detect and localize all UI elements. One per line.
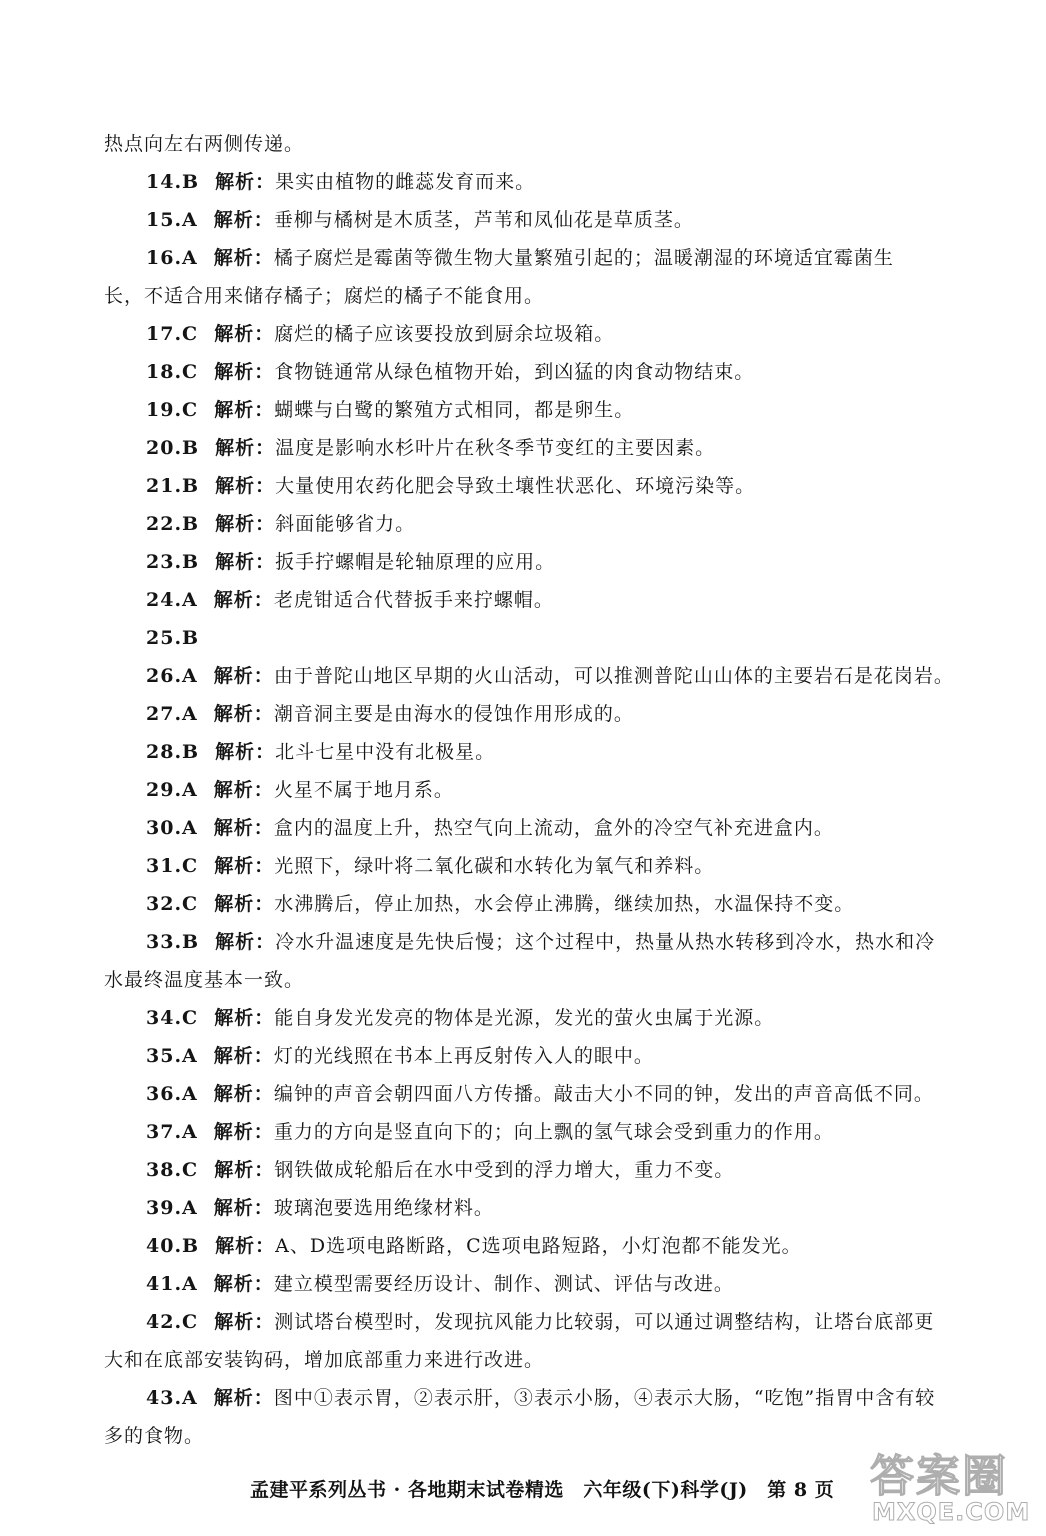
answer-continuation: 热点向左右两侧传递。 <box>104 133 305 155</box>
analysis-label: 解析： <box>215 551 276 573</box>
answer-18 <box>146 360 754 384</box>
answer-number: 19.C <box>146 399 199 421</box>
analysis-text: 大量使用农药化肥会导致土壤性状恶化、环境污染等。 <box>275 475 756 497</box>
answer-number: 32.C <box>146 893 199 915</box>
answer-number: 36.A <box>146 1083 198 1105</box>
answer-number: 27.A <box>146 703 198 725</box>
analysis-label: 解析： <box>214 399 275 421</box>
answer-number: 23.B <box>146 551 200 573</box>
analysis-text: 潮音洞主要是由海水的侵蚀作用形成的。 <box>273 703 634 725</box>
answer-27 <box>146 702 634 726</box>
answer-16 <box>146 246 894 270</box>
answer-number: 42.C <box>146 1311 199 1333</box>
analysis-text: 能自身发光发亮的物体是光源，发光的萤火虫属于光源。 <box>274 1007 775 1029</box>
analysis-text: 盒内的温度上升，热空气向上流动，盒外的冷空气补充进盒内。 <box>273 817 834 839</box>
answer-34 <box>146 1006 774 1030</box>
answer-number: 15.A <box>146 209 198 231</box>
answer-number: 29.A <box>146 779 198 801</box>
analysis-text: 北斗七星中没有北极星。 <box>275 741 496 763</box>
analysis-label: 解析： <box>215 171 276 193</box>
answer-22 <box>146 512 415 536</box>
analysis-text: 由于普陀山地区早期的火山活动，可以推测普陀山山体的主要岩石是花岗岩。 <box>273 665 954 687</box>
answer-20 <box>146 436 715 460</box>
answer-number: 26.A <box>146 665 198 687</box>
answer-37 <box>146 1120 834 1144</box>
answer-19 <box>146 398 634 422</box>
answer-23 <box>146 550 555 574</box>
analysis-text: A、D选项电路断路，C选项电路短路，小灯泡都不能发光。 <box>275 1235 802 1257</box>
analysis-label: 解析： <box>215 741 276 763</box>
analysis-text: 光照下，绿叶将二氧化碳和水转化为氧气和养料。 <box>274 855 715 877</box>
analysis-label: 解析： <box>215 1235 276 1257</box>
analysis-label: 解析： <box>214 1007 275 1029</box>
answer-number: 41.A <box>146 1273 198 1295</box>
analysis-label: 解析： <box>213 1197 274 1219</box>
page-footer: 孟建平系列丛书 · 各地期末试卷精选 六年级(下)科学(J) 第 8 页 <box>250 1479 835 1501</box>
answer-number: 16.A <box>146 247 198 269</box>
analysis-text: 老虎钳适合代替扳手来拧螺帽。 <box>273 589 554 611</box>
answer-32 <box>146 892 854 916</box>
answer-38 <box>146 1158 734 1182</box>
answer-30 <box>146 816 834 840</box>
analysis-text: 重力的方向是竖直向下的；向上飘的氢气球会受到重力的作用。 <box>273 1121 834 1143</box>
analysis-text: 水沸腾后，停止加热，水会停止沸腾，继续加热，水温保持不变。 <box>274 893 855 915</box>
answer-number: 38.C <box>146 1159 199 1181</box>
answer-number: 33.B <box>146 931 200 953</box>
answer-continuation: 水最终温度基本一致。 <box>104 969 305 991</box>
watermark-url: MXQE.COM <box>872 1498 1031 1526</box>
analysis-text: 灯的光线照在书本上再反射传入人的眼中。 <box>273 1045 654 1067</box>
watermark-title: 答案圈 <box>870 1451 1008 1502</box>
answer-number: 22.B <box>146 513 200 535</box>
answer-41 <box>146 1272 734 1296</box>
analysis-text: 钢铁做成轮船后在水中受到的浮力增大，重力不变。 <box>274 1159 735 1181</box>
answer-26 <box>146 664 954 688</box>
analysis-text: 建立模型需要经历设计、制作、测试、评估与改进。 <box>273 1273 734 1295</box>
analysis-text: 冷水升温速度是先快后慢；这个过程中，热量从热水转移到冷水，热水和冷 <box>275 931 936 953</box>
watermark <box>866 1440 1034 1530</box>
answer-number: 25.B <box>146 627 200 649</box>
answer-40 <box>146 1234 802 1258</box>
answer-number: 14.B <box>146 171 200 193</box>
answer-35 <box>146 1044 654 1068</box>
analysis-text: 斜面能够省力。 <box>275 513 416 535</box>
answer-number: 30.A <box>146 817 198 839</box>
analysis-text: 火星不属于地月系。 <box>273 779 454 801</box>
analysis-label: 解析： <box>213 209 274 231</box>
answer-continuation: 大和在底部安装钩码，增加底部重力来进行改进。 <box>104 1349 545 1371</box>
analysis-label: 解析： <box>214 855 275 877</box>
analysis-label: 解析： <box>214 1311 275 1333</box>
analysis-text: 温度是影响水杉叶片在秋冬季节变红的主要因素。 <box>275 437 716 459</box>
analysis-label: 解析： <box>214 893 275 915</box>
analysis-label: 解析： <box>214 1159 275 1181</box>
analysis-text: 蝴蝶与白鹭的繁殖方式相同，都是卵生。 <box>274 399 635 421</box>
answer-24 <box>146 588 554 612</box>
analysis-label: 解析： <box>214 323 275 345</box>
answer-number: 24.A <box>146 589 198 611</box>
analysis-text: 扳手拧螺帽是轮轴原理的应用。 <box>275 551 556 573</box>
analysis-label: 解析： <box>213 247 274 269</box>
answer-continuation: 多的食物。 <box>104 1425 205 1447</box>
answer-43 <box>146 1386 935 1410</box>
answer-number: 34.C <box>146 1007 199 1029</box>
answer-25 <box>146 626 199 650</box>
answer-17 <box>146 322 614 346</box>
analysis-text: 垂柳与橘树是木质茎，芦苇和凤仙花是草质茎。 <box>273 209 694 231</box>
answer-number: 31.C <box>146 855 199 877</box>
answer-number: 35.A <box>146 1045 198 1067</box>
answer-number: 37.A <box>146 1121 198 1143</box>
analysis-label: 解析： <box>215 437 276 459</box>
analysis-label: 解析： <box>213 703 274 725</box>
analysis-text: 果实由植物的雌蕊发育而来。 <box>275 171 536 193</box>
answer-continuation: 长，不适合用来储存橘子；腐烂的橘子不能食用。 <box>104 285 545 307</box>
analysis-label: 解析： <box>213 665 274 687</box>
answer-31 <box>146 854 714 878</box>
answer-number: 40.B <box>146 1235 200 1257</box>
answer-29 <box>146 778 454 802</box>
analysis-label: 解析： <box>213 1045 274 1067</box>
analysis-label: 解析： <box>213 817 274 839</box>
analysis-text: 图中①表示胃，②表示肝，③表示小肠，④表示大肠，“吃饱”指胃中含有较 <box>273 1387 936 1409</box>
analysis-text: 玻璃泡要选用绝缘材料。 <box>273 1197 494 1219</box>
analysis-text: 橘子腐烂是霉菌等微生物大量繁殖引起的；温暖潮湿的环境适宜霉菌生 <box>273 247 894 269</box>
answer-15 <box>146 208 694 232</box>
answer-21 <box>146 474 755 498</box>
answer-number: 39.A <box>146 1197 198 1219</box>
analysis-label: 解析： <box>215 513 276 535</box>
answer-33 <box>146 930 935 954</box>
answer-number: 20.B <box>146 437 200 459</box>
answer-14 <box>146 170 535 194</box>
analysis-label: 解析： <box>213 1273 274 1295</box>
analysis-text: 编钟的声音会朝四面八方传播。敲击大小不同的钟，发出的声音高低不同。 <box>273 1083 934 1105</box>
answer-number: 21.B <box>146 475 200 497</box>
analysis-label: 解析： <box>213 1083 274 1105</box>
analysis-label: 解析： <box>214 361 275 383</box>
analysis-text: 食物链通常从绿色植物开始，到凶猛的肉食动物结束。 <box>274 361 755 383</box>
analysis-label: 解析： <box>213 779 274 801</box>
answer-number: 17.C <box>146 323 199 345</box>
analysis-label: 解析： <box>213 1387 274 1409</box>
analysis-text: 腐烂的橘子应该要投放到厨余垃圾箱。 <box>274 323 615 345</box>
answer-36 <box>146 1082 934 1106</box>
analysis-label: 解析： <box>215 475 276 497</box>
answer-28 <box>146 740 495 764</box>
answer-number: 43.A <box>146 1387 198 1409</box>
analysis-label: 解析： <box>215 931 276 953</box>
answer-number: 28.B <box>146 741 200 763</box>
answer-number: 18.C <box>146 361 199 383</box>
answer-42 <box>146 1310 934 1334</box>
analysis-text: 测试塔台模型时，发现抗风能力比较弱，可以通过调整结构，让塔台底部更 <box>274 1311 935 1333</box>
answer-39 <box>146 1196 494 1220</box>
analysis-label: 解析： <box>213 589 274 611</box>
analysis-label: 解析： <box>213 1121 274 1143</box>
